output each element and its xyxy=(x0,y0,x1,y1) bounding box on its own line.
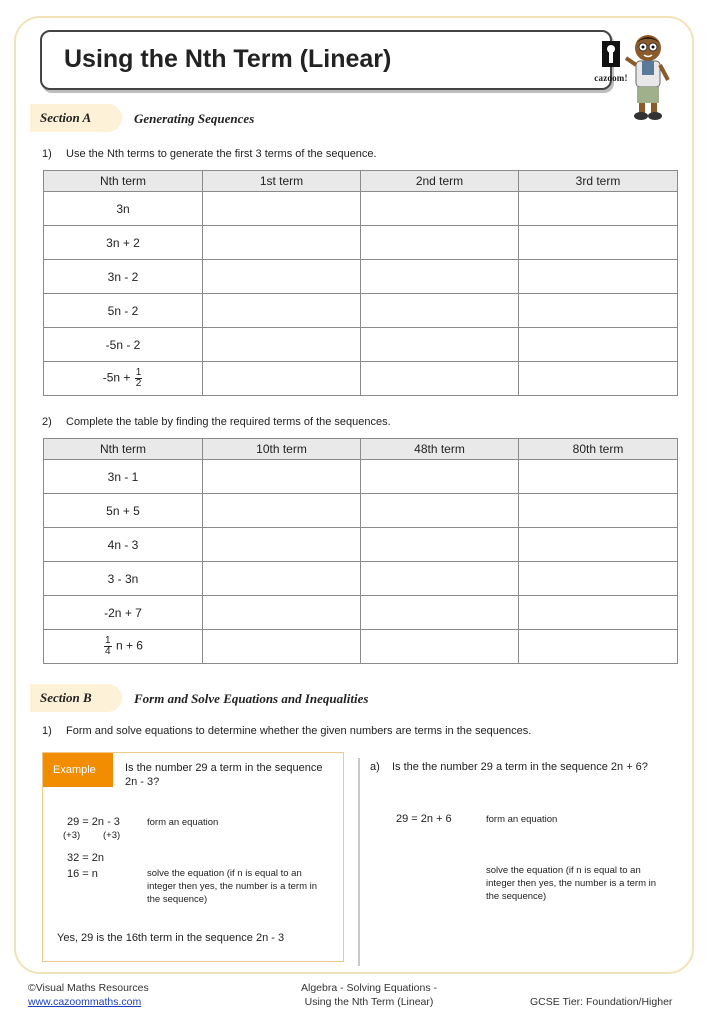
nth-term-cell: 3n + 2 xyxy=(44,226,203,260)
question-number: 2) xyxy=(42,416,52,428)
nth-term-cell xyxy=(44,630,203,664)
column-header: 80th term xyxy=(519,439,678,460)
table-row xyxy=(44,362,678,396)
footer-website-link[interactable]: www.cazoommaths.com xyxy=(28,996,142,1008)
answer-cell[interactable] xyxy=(519,596,678,630)
question-text: Use the Nth terms to generate the first 3 terms of the sequence. xyxy=(66,148,377,160)
nth-term-cell: -2n + 7 xyxy=(44,596,203,630)
part-a-equation-1: 29 = 2n + 6 xyxy=(396,813,452,825)
answer-cell[interactable] xyxy=(361,362,519,396)
nth-term-cell: 3 - 3n xyxy=(44,562,203,596)
fraction xyxy=(104,636,112,657)
example-add-left: (+3) xyxy=(63,830,81,841)
table-row xyxy=(44,460,678,494)
section-b-tag: Section B xyxy=(30,684,122,712)
example-equation-3: 16 = n xyxy=(67,868,98,880)
answer-cell[interactable] xyxy=(361,260,519,294)
answer-cell[interactable] xyxy=(203,528,361,562)
fraction xyxy=(135,368,143,389)
table-required-terms xyxy=(43,438,678,664)
column-divider xyxy=(358,758,360,966)
mascot-boy-illustration xyxy=(620,30,676,122)
answer-cell[interactable] xyxy=(519,630,678,664)
answer-cell[interactable] xyxy=(203,192,361,226)
nth-term-text: n + 6 xyxy=(115,638,143,653)
answer-cell[interactable] xyxy=(361,528,519,562)
footer-copyright: ©Visual Maths Resources xyxy=(28,982,149,994)
fraction-numerator: 1 xyxy=(135,367,142,378)
table-header-row xyxy=(44,439,678,460)
answer-cell[interactable] xyxy=(203,362,361,396)
footer-topic-line-1: Algebra - Solving Equations - xyxy=(301,982,437,994)
nth-term-cell: 5n - 2 xyxy=(44,294,203,328)
table-row xyxy=(44,630,678,664)
fraction-denominator: 2 xyxy=(135,378,142,389)
answer-cell[interactable] xyxy=(203,260,361,294)
question-number: 1) xyxy=(42,725,52,737)
example-badge: Example xyxy=(43,753,113,787)
example-note-solve: solve the equation (if n is equal to an integer then yes, the number is a term in the sequence) xyxy=(147,868,318,905)
answer-cell[interactable] xyxy=(361,596,519,630)
answer-cell[interactable] xyxy=(203,630,361,664)
table-row xyxy=(44,562,678,596)
answer-cell[interactable] xyxy=(203,494,361,528)
answer-cell[interactable] xyxy=(361,460,519,494)
table-row xyxy=(44,494,678,528)
column-header: Nth term xyxy=(44,439,203,460)
table-row xyxy=(44,226,678,260)
answer-cell[interactable] xyxy=(361,562,519,596)
answer-cell[interactable] xyxy=(203,596,361,630)
question-text: Complete the table by finding the required terms of the sequences. xyxy=(66,416,391,428)
answer-cell[interactable] xyxy=(519,460,678,494)
answer-cell[interactable] xyxy=(203,294,361,328)
table-row xyxy=(44,596,678,630)
nth-term-cell: 3n - 1 xyxy=(44,460,203,494)
answer-cell[interactable] xyxy=(519,562,678,596)
answer-cell[interactable] xyxy=(519,494,678,528)
example-question: Is the number 29 a term in the sequence 2n - 3? xyxy=(125,762,323,788)
answer-cell[interactable] xyxy=(203,562,361,596)
nth-term-cell xyxy=(44,362,203,396)
fraction-denominator: 4 xyxy=(105,646,111,657)
section-a-subtitle: Generating Sequences xyxy=(134,111,255,126)
column-header: 3rd term xyxy=(519,171,678,192)
page-title: Using the Nth Term (Linear) xyxy=(64,45,392,73)
answer-cell[interactable] xyxy=(361,226,519,260)
nth-term-cell: -5n - 2 xyxy=(44,328,203,362)
answer-cell[interactable] xyxy=(361,494,519,528)
question-text: Form and solve equations to determine whether the given numbers are terms in the sequences. xyxy=(66,725,532,737)
answer-cell[interactable] xyxy=(203,460,361,494)
nth-term-cell: 3n xyxy=(44,192,203,226)
column-header: 48th term xyxy=(361,439,519,460)
example-add-right: (+3) xyxy=(103,830,121,841)
table-row xyxy=(44,192,678,226)
answer-cell[interactable] xyxy=(361,294,519,328)
keyhole-icon xyxy=(601,40,621,68)
answer-cell[interactable] xyxy=(203,328,361,362)
fraction-numerator: 1 xyxy=(105,635,111,646)
answer-cell[interactable] xyxy=(361,328,519,362)
logo-text: cazoom! xyxy=(594,73,628,83)
table-header-row xyxy=(44,171,678,192)
example-box xyxy=(42,752,344,962)
section-b-subtitle: Form and Solve Equations and Inequalities xyxy=(134,691,369,706)
nth-term-cell: 3n - 2 xyxy=(44,260,203,294)
answer-cell[interactable] xyxy=(361,192,519,226)
column-header: 1st term xyxy=(203,171,361,192)
table-first-terms xyxy=(43,170,678,396)
question-b1 xyxy=(42,725,531,737)
column-header: 10th term xyxy=(203,439,361,460)
part-a-note-form: form an equation xyxy=(486,814,558,825)
part-a-question: Is the the number 29 a term in the sequence 2n + 6? xyxy=(392,761,648,773)
example-equation-1: 29 = 2n - 3 xyxy=(67,816,120,828)
nth-term-text: -5n + xyxy=(102,370,131,385)
answer-cell[interactable] xyxy=(203,226,361,260)
table-row xyxy=(44,328,678,362)
example-conclusion: Yes, 29 is the 16th term in the sequence 2n - 3 xyxy=(57,932,285,944)
column-header: 2nd term xyxy=(361,171,519,192)
column-header: Nth term xyxy=(44,171,203,192)
nth-term-cell: 4n - 3 xyxy=(44,528,203,562)
footer-topic-line-2: Using the Nth Term (Linear) xyxy=(304,996,434,1008)
table-row xyxy=(44,260,678,294)
question-a1 xyxy=(42,148,377,160)
part-a-label: a) xyxy=(370,761,380,773)
table-row xyxy=(44,294,678,328)
table-row xyxy=(44,528,678,562)
question-number: 1) xyxy=(42,148,52,160)
answer-cell[interactable] xyxy=(519,226,678,260)
example-equation-2: 32 = 2n xyxy=(67,852,105,864)
question-a2 xyxy=(42,416,391,428)
answer-cell[interactable] xyxy=(519,328,678,362)
answer-cell[interactable] xyxy=(361,630,519,664)
footer-tier: GCSE Tier: Foundation/Higher xyxy=(530,996,673,1008)
answer-cell[interactable] xyxy=(519,192,678,226)
title-box xyxy=(40,30,628,90)
nth-term-cell: 5n + 5 xyxy=(44,494,203,528)
answer-cell[interactable] xyxy=(519,294,678,328)
part-a-note-solve: solve the equation (if n is equal to an integer then yes, the number is a term in the sequence) xyxy=(486,865,657,902)
answer-cell[interactable] xyxy=(519,528,678,562)
answer-cell[interactable] xyxy=(519,362,678,396)
example-note-form: form an equation xyxy=(147,817,219,828)
answer-cell[interactable] xyxy=(519,260,678,294)
section-a-tag: Section A xyxy=(30,104,122,132)
